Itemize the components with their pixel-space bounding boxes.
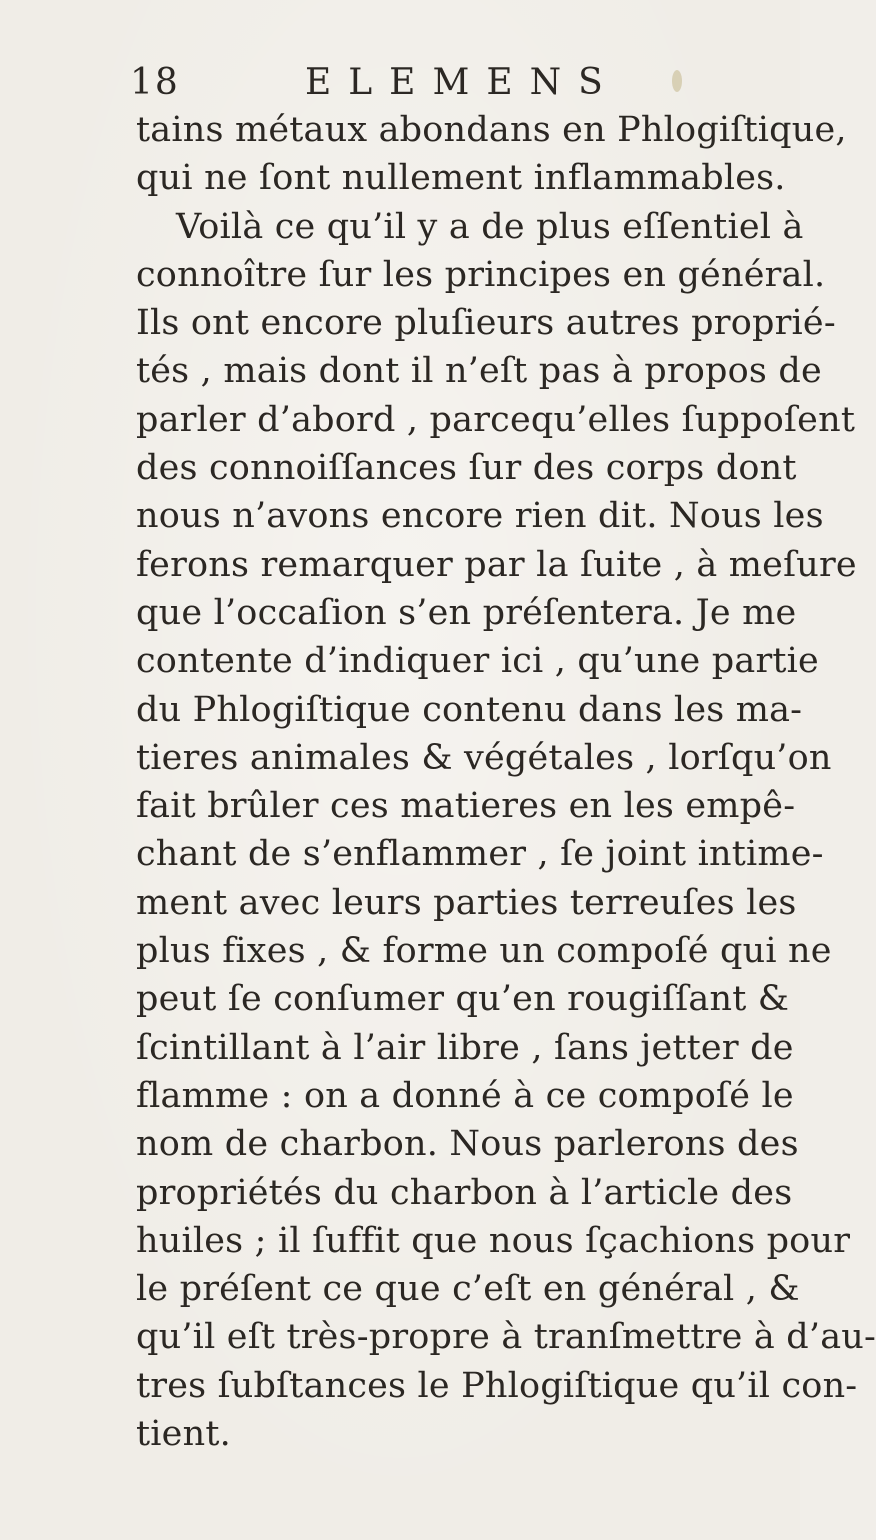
text-line: qu’il eſt très-propre à tranſmettre à d’au-: [136, 1317, 876, 1358]
text-line: nous n’avons encore rien dit. Nous les: [136, 496, 824, 537]
body-text: [136, 106, 876, 1458]
text-line: tient.: [136, 1414, 231, 1455]
text-line: fait brûler ces matieres en les empê-: [136, 786, 796, 827]
running-title-text: ELEMENS: [305, 62, 620, 103]
text-line: peut ſe conſumer qu’en rougiſſant &: [136, 979, 790, 1020]
text-line: contente d’indiquer ici , qu’une partie: [136, 641, 819, 682]
text-line: parler d’abord , parcequ’elles ſuppoſent: [136, 399, 856, 440]
text-line: connoître ſur les principes en général.: [136, 254, 826, 295]
text-line: nom de charbon. Nous parlerons des: [136, 1124, 799, 1165]
running-title: [305, 62, 620, 103]
text-line: ment avec leurs parties terreuſes les: [136, 882, 797, 923]
text-line: des connoiſſances ſur des corps dont: [136, 448, 797, 489]
text-line: propriétés du charbon à l’article des: [136, 1172, 793, 1213]
text-line: ſcintillant à l’air libre , ſans jetter de: [136, 1027, 794, 1068]
text-line: le préſent ce que c’eſt en général , &: [136, 1269, 800, 1310]
text-line: Voilà ce qu’il y a de plus eſſentiel à: [176, 206, 804, 247]
text-line: tés , mais dont il n’eſt pas à propos de: [136, 351, 822, 392]
text-line: tres ſubſtances le Phlogiſtique qu’il con-: [136, 1365, 858, 1406]
text-line: plus fixes , & forme un compoſé qui ne: [136, 931, 832, 972]
running-head: [130, 62, 690, 106]
text-line: du Phlogiſtique contenu dans les ma-: [136, 689, 803, 730]
text-line: Ils ont encore pluſieurs autres proprié-: [136, 303, 836, 344]
page-number: 18: [130, 62, 180, 103]
text-line: tieres animales & végétales , lorſqu’on: [136, 737, 832, 778]
text-line: qui ne ſont nullement inflammables.: [136, 158, 786, 199]
text-line: huiles ; il ſuffit que nous ſçachions pour: [136, 1220, 851, 1261]
text-line: flamme : on a donné à ce compoſé le: [136, 1075, 794, 1116]
text-line: ferons remarquer par la ſuite , à meſure: [136, 544, 857, 585]
text-line: chant de s’enflammer , ſe joint intime-: [136, 834, 824, 875]
text-line: tains métaux abondans en Phlogiſtique,: [136, 110, 847, 150]
text-line: que l’occaſion s’en préſentera. Je me: [136, 592, 797, 633]
